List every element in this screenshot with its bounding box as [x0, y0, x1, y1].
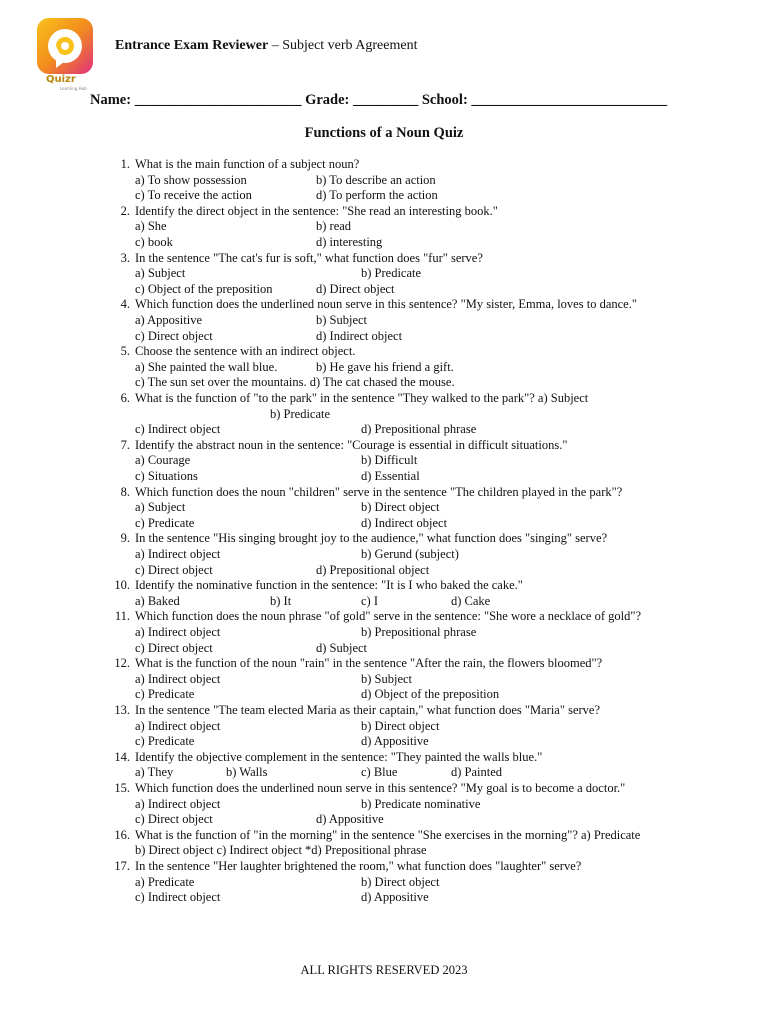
answer-option: c) Predicate [135, 515, 195, 530]
question-number: 14. [114, 749, 130, 764]
answer-option: d) Subject [316, 640, 368, 655]
answer-option: c) Predicate [135, 734, 195, 749]
answer-option: d) Indirect object [316, 328, 403, 343]
answer-option: b) It [270, 593, 292, 608]
question-stem: Which function does the underlined noun serve in this sentence? "My sister, Emma, loves to dance." [135, 297, 637, 312]
answer-option: a) Indirect object [135, 546, 221, 561]
question-number: 16. [114, 827, 130, 842]
question-stem: What is the function of "to the park" in the sentence "They walked to the park"? a) Subject [135, 391, 589, 405]
question-stem: What is the main function of a subject noun? [135, 157, 360, 171]
answer-option: b) Walls [226, 765, 268, 780]
footer-copyright: ALL RIGHTS RESERVED 2023 [300, 963, 468, 977]
answer-option: a) Baked [135, 593, 180, 608]
answer-option: a) Indirect object [135, 624, 221, 639]
answer-option: a) Indirect object [135, 671, 221, 686]
question-stem: In the sentence "Her laughter brightened the room," what function does "laughter" serve? [135, 859, 582, 873]
question-number: 12. [114, 656, 130, 671]
question-number: 4. [120, 297, 130, 312]
logo-text: Quizr [46, 74, 76, 85]
question-number: 10. [114, 578, 130, 593]
question-number: 6. [120, 391, 130, 405]
question-number: 3. [120, 250, 130, 265]
answer-option: b) Gerund (subject) [361, 546, 459, 561]
answer-option: c) The sun set over the mountains. d) The cat chased the mouse. [135, 375, 455, 390]
question-stem: In the sentence "His singing brought joy to the audience," what function does "singing" serve? [135, 531, 608, 546]
answer-option: a) Appositive [135, 312, 203, 327]
answer-option: d) Direct object [316, 281, 395, 296]
question-stem: Identify the objective complement in the sentence: "They painted the walls blue." [135, 749, 543, 764]
answer-option: c) Blue [361, 765, 398, 780]
answer-option: c) Indirect object [135, 890, 221, 905]
answer-option: d) Appositive [361, 890, 429, 905]
answer-option: a) Indirect object [135, 718, 221, 733]
answer-option: b) Predicate nominative [361, 796, 481, 811]
answer-option: b) Subject [316, 312, 368, 327]
answer-option: d) interesting [316, 234, 383, 249]
question-stem: Identify the nominative function in the sentence: "It is I who baked the cake." [135, 578, 523, 593]
answer-option: a) They [135, 765, 174, 780]
answer-option: b) Direct object c) Indirect object *d) Prepositional phrase [135, 843, 427, 858]
answer-option: a) To show possession [135, 172, 247, 187]
header-title-bold: Entrance Exam Reviewer [115, 38, 269, 53]
question-number: 8. [120, 484, 130, 499]
answer-option: a) Indirect object [135, 796, 221, 811]
logo-subtext: Learning Hub [60, 86, 87, 91]
answer-option: b) Predicate [270, 406, 331, 421]
question-stem: Choose the sentence with an indirect object. [135, 344, 356, 359]
answer-option: d) Object of the preposition [361, 687, 500, 702]
answer-option: a) She painted the wall blue. [135, 359, 278, 374]
answer-option: b) Direct object [361, 874, 440, 889]
answer-option: b) read [316, 219, 352, 234]
answer-option: b) He gave his friend a gift. [316, 359, 454, 374]
answer-option: d) Cake [451, 593, 491, 608]
answer-option: b) To describe an action [316, 172, 436, 187]
question-stem: Identify the direct object in the sentence: "She read an interesting book." [135, 203, 498, 218]
answer-option: b) Prepositional phrase [361, 624, 477, 639]
question-number: 15. [114, 781, 130, 795]
question-stem: Which function does the noun "children" serve in the sentence "The children played in the park"? [135, 484, 623, 499]
question-number: 17. [114, 859, 130, 873]
answer-option: a) Courage [135, 453, 191, 468]
answer-option: b) Direct object [361, 718, 440, 733]
answer-option: b) Difficult [361, 453, 418, 468]
answer-option: c) Object of the preposition [135, 281, 273, 296]
question-stem: Identify the abstract noun in the sentence: "Courage is essential in difficult situations." [135, 437, 568, 452]
answer-option: d) Appositive [361, 734, 429, 749]
answer-option: c) Indirect object [135, 422, 221, 437]
answer-option: c) Direct object [135, 562, 213, 577]
header-title-rest: – Subject verb Agreement [268, 38, 418, 53]
question-stem: Which function does the underlined noun serve in this sentence? "My goal is to become a doctor." [135, 781, 626, 795]
answer-option: c) Predicate [135, 687, 195, 702]
answer-option: b) Subject [361, 671, 413, 686]
answer-option: d) Prepositional object [316, 562, 430, 577]
answer-option: c) Direct object [135, 328, 213, 343]
question-stem: What is the function of "in the morning" in the sentence "She exercises in the morning"? a) Predicate [135, 827, 641, 842]
answer-option: d) Prepositional phrase [361, 422, 477, 437]
name-grade-school-line: Name: _______________________ Grade: _________ School: ___________________________ [90, 92, 668, 108]
answer-option: c) Direct object [135, 640, 213, 655]
answer-option: c) Situations [135, 468, 198, 483]
answer-option: b) Predicate [361, 266, 422, 281]
answer-option: a) Subject [135, 500, 186, 515]
answer-option: c) book [135, 234, 173, 249]
question-stem: Which function does the noun phrase "of gold" serve in the sentence: "She wore a necklace of gold"? [135, 609, 642, 624]
answer-option: d) Painted [451, 765, 503, 780]
answer-option: d) Essential [361, 468, 420, 483]
quizr-logo [36, 16, 94, 92]
question-stem: In the sentence "The cat's fur is soft," what function does "fur" serve? [135, 250, 483, 265]
answer-option: b) Direct object [361, 500, 440, 515]
answer-option: d) Appositive [316, 812, 384, 827]
answer-option: c) I [361, 593, 378, 608]
question-number: 1. [120, 157, 130, 171]
question-number: 5. [120, 344, 130, 359]
quiz-title: Functions of a Noun Quiz [304, 125, 464, 141]
question-number: 13. [114, 703, 130, 717]
question-number: 2. [120, 203, 130, 218]
answer-option: a) She [135, 219, 167, 234]
question-number: 9. [120, 531, 130, 546]
answer-option: a) Predicate [135, 874, 195, 889]
question-stem: What is the function of the noun "rain" in the sentence "After the rain, the flowers bloomed"? [135, 656, 603, 671]
answer-option: a) Subject [135, 266, 186, 281]
answer-option: c) To receive the action [135, 188, 252, 203]
document-header [115, 38, 417, 54]
question-stem: In the sentence "The team elected Maria as their captain," what function does "Maria" serve? [135, 703, 601, 717]
answer-option: d) Indirect object [361, 515, 448, 530]
answer-option: d) To perform the action [316, 188, 438, 203]
question-number: 7. [120, 437, 130, 452]
answer-option: c) Direct object [135, 812, 213, 827]
question-number: 11. [114, 609, 130, 624]
